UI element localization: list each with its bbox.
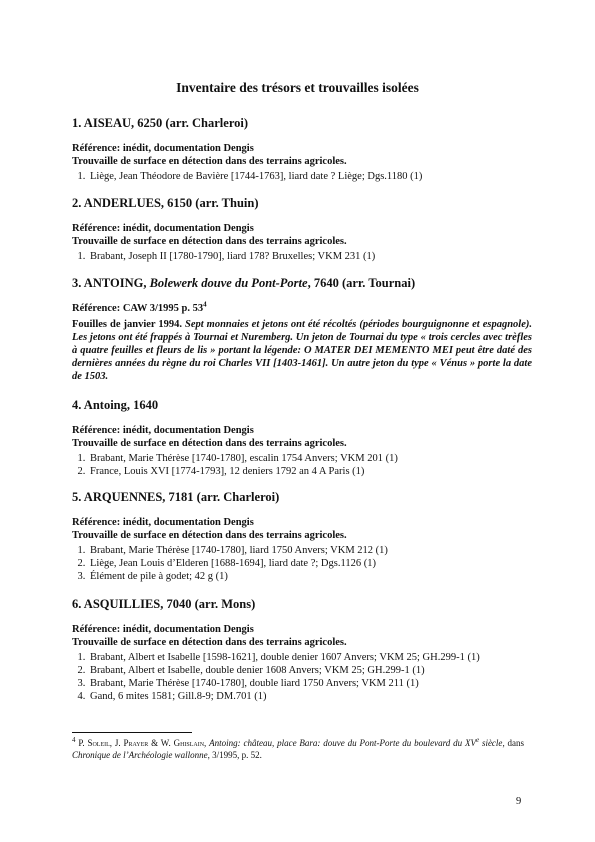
find-list: [72, 250, 532, 263]
section-heading: 2. ANDERLUES, 6150 (arr. Thuin): [72, 196, 259, 210]
list-item: 4. Gand, 6 mites 1581; Gill.8-9; DM.701 (1): [88, 690, 532, 703]
find-list: [72, 651, 532, 703]
section-reference: Référence: inédit, documentation Dengis: [72, 517, 254, 528]
section-antoing-1640: [72, 398, 532, 478]
section-heading: 3. ANTOING, Bolewerk douve du Pont-Porte, 7640 (arr. Tournai): [72, 276, 416, 290]
section-context: Trouvaille de surface en détection dans des terrains agricoles.: [72, 530, 347, 541]
excavation-description: Fouilles de janvier 1994. Sept monnaies et jetons ont été récoltés (périodes bourguignonne et espagnole). Les jetons ont été frappés à Tournai et Nuremberg. Un jeton de Tournai du type « trois cercles avec trèfles à quatre feuilles et fleurs de lis » portant la légende: O MATER DEI MEMENTO MEI peut être daté des dernières années du règne du roi Charles VII [1403-1461]. Un autre jeton du type « Vénus » porte la date de 1503.: [72, 319, 532, 382]
section-antoing-bolewerk: [72, 276, 532, 383]
list-item: 2. Liège, Jean Louis d’Elderen [1688-1694], liard date ?; Dgs.1126 (1): [88, 557, 532, 570]
list-item: 3. Brabant, Marie Thérèse [1740-1780], double liard 1750 Anvers; VKM 211 (1): [88, 677, 532, 690]
list-item: 2. France, Louis XVI [1774-1793], 12 deniers 1792 an 4 A Paris (1): [88, 465, 532, 478]
section-reference: Référence: inédit, documentation Dengis: [72, 223, 254, 234]
list-item: 3. Élément de pile à godet; 42 g (1): [88, 570, 532, 583]
footnote-marker[interactable]: 4: [203, 300, 207, 309]
section-heading: 4. Antoing, 1640: [72, 398, 159, 412]
footnote-divider: [72, 732, 192, 733]
list-item: 1. Liège, Jean Théodore de Bavière [1744-1763], liard date ? Liège; Dgs.1180 (1): [88, 170, 532, 183]
section-asquillies: [72, 597, 532, 703]
list-item: 2. Brabant, Albert et Isabelle, double denier 1608 Anvers; VKM 25; GH.299-1 (1): [88, 664, 532, 677]
section-heading: 6. ASQUILLIES, 7040 (arr. Mons): [72, 597, 256, 611]
section-reference: Référence: inédit, documentation Dengis: [72, 425, 254, 436]
section-context: Trouvaille de surface en détection dans des terrains agricoles.: [72, 438, 347, 449]
section-reference: Référence: CAW 3/1995 p. $53^4$: [72, 300, 207, 314]
section-heading: 1. AISEAU, 6250 (arr. Charleroi): [72, 116, 249, 130]
page-title: Inventaire des trésors et trouvailles isolées: [176, 80, 419, 95]
section-reference: Référence: inédit, documentation Dengis: [72, 143, 254, 154]
footnote: $^4$ P. Soleil, J. Prayer & W. Ghislain, Antoing: château, place Bara: douve du Pont-Porte du boulevard du XVe siècle, dans Chronique de l’Archéologie wallonne, 3/1995, p. 52.: [72, 736, 525, 760]
find-list: [72, 452, 532, 478]
find-list: [72, 544, 532, 583]
section-context: Trouvaille de surface en détection dans des terrains agricoles.: [72, 236, 347, 247]
section-context: Trouvaille de surface en détection dans des terrains agricoles.: [72, 637, 347, 648]
section-heading: 5. ARQUENNES, 7181 (arr. Charleroi): [72, 490, 280, 504]
section-anderlues: [72, 196, 532, 263]
section-aiseau: [72, 116, 532, 183]
list-item: 1. Brabant, Marie Thérèse [1740-1780], liard 1750 Anvers; VKM 212 (1): [88, 544, 532, 557]
find-list: [72, 170, 532, 183]
list-item: 1. Brabant, Albert et Isabelle [1598-1621], double denier 1607 Anvers; VKM 25; GH.299-1 (1): [88, 651, 532, 664]
section-arquennes: [72, 490, 532, 583]
list-item: 1. Brabant, Marie Thérèse [1740-1780], escalin 1754 Anvers; VKM 201 (1): [88, 452, 532, 465]
section-context: Trouvaille de surface en détection dans des terrains agricoles.: [72, 156, 347, 167]
list-item: 1. Brabant, Joseph II [1780-1790], liard 178? Bruxelles; VKM 231 (1): [88, 250, 532, 263]
section-reference: Référence: inédit, documentation Dengis: [72, 624, 254, 635]
page-number: 9: [516, 796, 522, 807]
